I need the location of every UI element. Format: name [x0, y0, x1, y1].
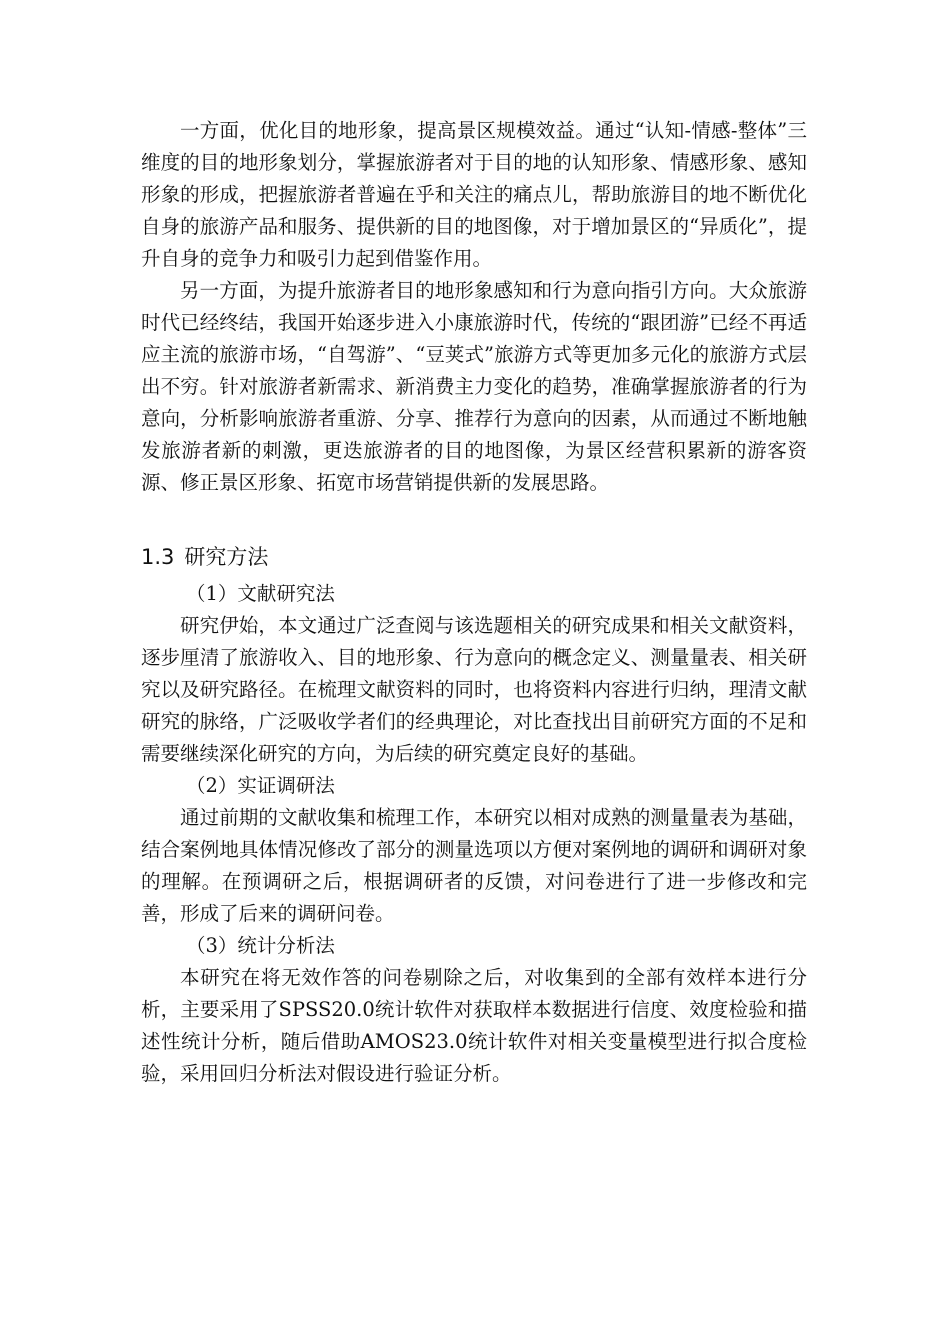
section-title: 研究方法 — [184, 545, 269, 569]
method-text-empirical: 通过前期的文献收集和梳理工作，本研究以相对成熟的测量量表为基础，结合案例地具体情况修改了部分的测量选项以方便对案例地的调研和调研对象的理解。在预调研之后，根据调研者的反馈，对问卷进行了进一步修改和完善，形成了后来的调研问卷。 — [141, 806, 807, 925]
paragraph-destination-image: 一方面，优化目的地形象，提高景区规模效益。通过“认知-情感-整体”三维度的目的地形象划分，掌握旅游者对于目的地的认知形象、情感形象、感知形象的形成，把握旅游者普遍在乎和关注的痛点儿，帮助旅游目的地不断优化自身的旅游产品和服务、提供新的目的地图像，对于增加景区的“异质化”，提升自身的竞争力和吸引力起到借鉴作用。 — [141, 119, 807, 270]
method-label-statistical: （3）统计分析法 — [186, 934, 335, 957]
paragraph-behavior-intention: 另一方面，为提升旅游者目的地形象感知和行为意向指引方向。大众旅游时代已经终结，我国开始逐步进入小康旅游时代，传统的“跟团游”已经不再适应主流的旅游市场，“自驾游”、“豆荚式”旅游方式等更加多元化的旅游方式层出不穷。针对旅游者新需求、新消费主力变化的趋势，准确掌握旅游者的行为意向，分析影响旅游者重游、分享、推荐行为意向的因素，从而通过不断地触发旅游者新的刺激，更迭旅游者的目的地图像，为景区经营积累新的游客资源、修正景区形象、拓宽市场营销提供新的发展思路。 — [141, 279, 807, 494]
section-heading — [141, 541, 268, 573]
method-text-statistical: 本研究在将无效作答的问卷剔除之后，对收集到的全部有效样本进行分析，主要采用了SPSS20.0统计软件对获取样本数据进行信度、效度检验和描述性统计分析，随后借助AMOS23.0统计软件对相关变量模型进行拟合度检验，采用回归分析法对假设进行验证分析。 — [141, 966, 807, 1085]
method-text-literature: 研究伊始，本文通过广泛查阅与该选题相关的研究成果和相关文献资料，逐步厘清了旅游收入、目的地形象、行为意向的概念定义、测量量表、相关研究以及研究路径。在梳理文献资料的同时，也将资料内容进行归纳，理清文献研究的脉络，广泛吸收学者们的经典理论，对比查找出目前研究方面的不足和需要继续深化研究的方向，为后续的研究奠定良好的基础。 — [141, 614, 807, 765]
method-label-literature: （1）文献研究法 — [186, 582, 335, 605]
section-number: 1.3 — [141, 545, 175, 569]
method-label-empirical: （2）实证调研法 — [186, 774, 335, 797]
